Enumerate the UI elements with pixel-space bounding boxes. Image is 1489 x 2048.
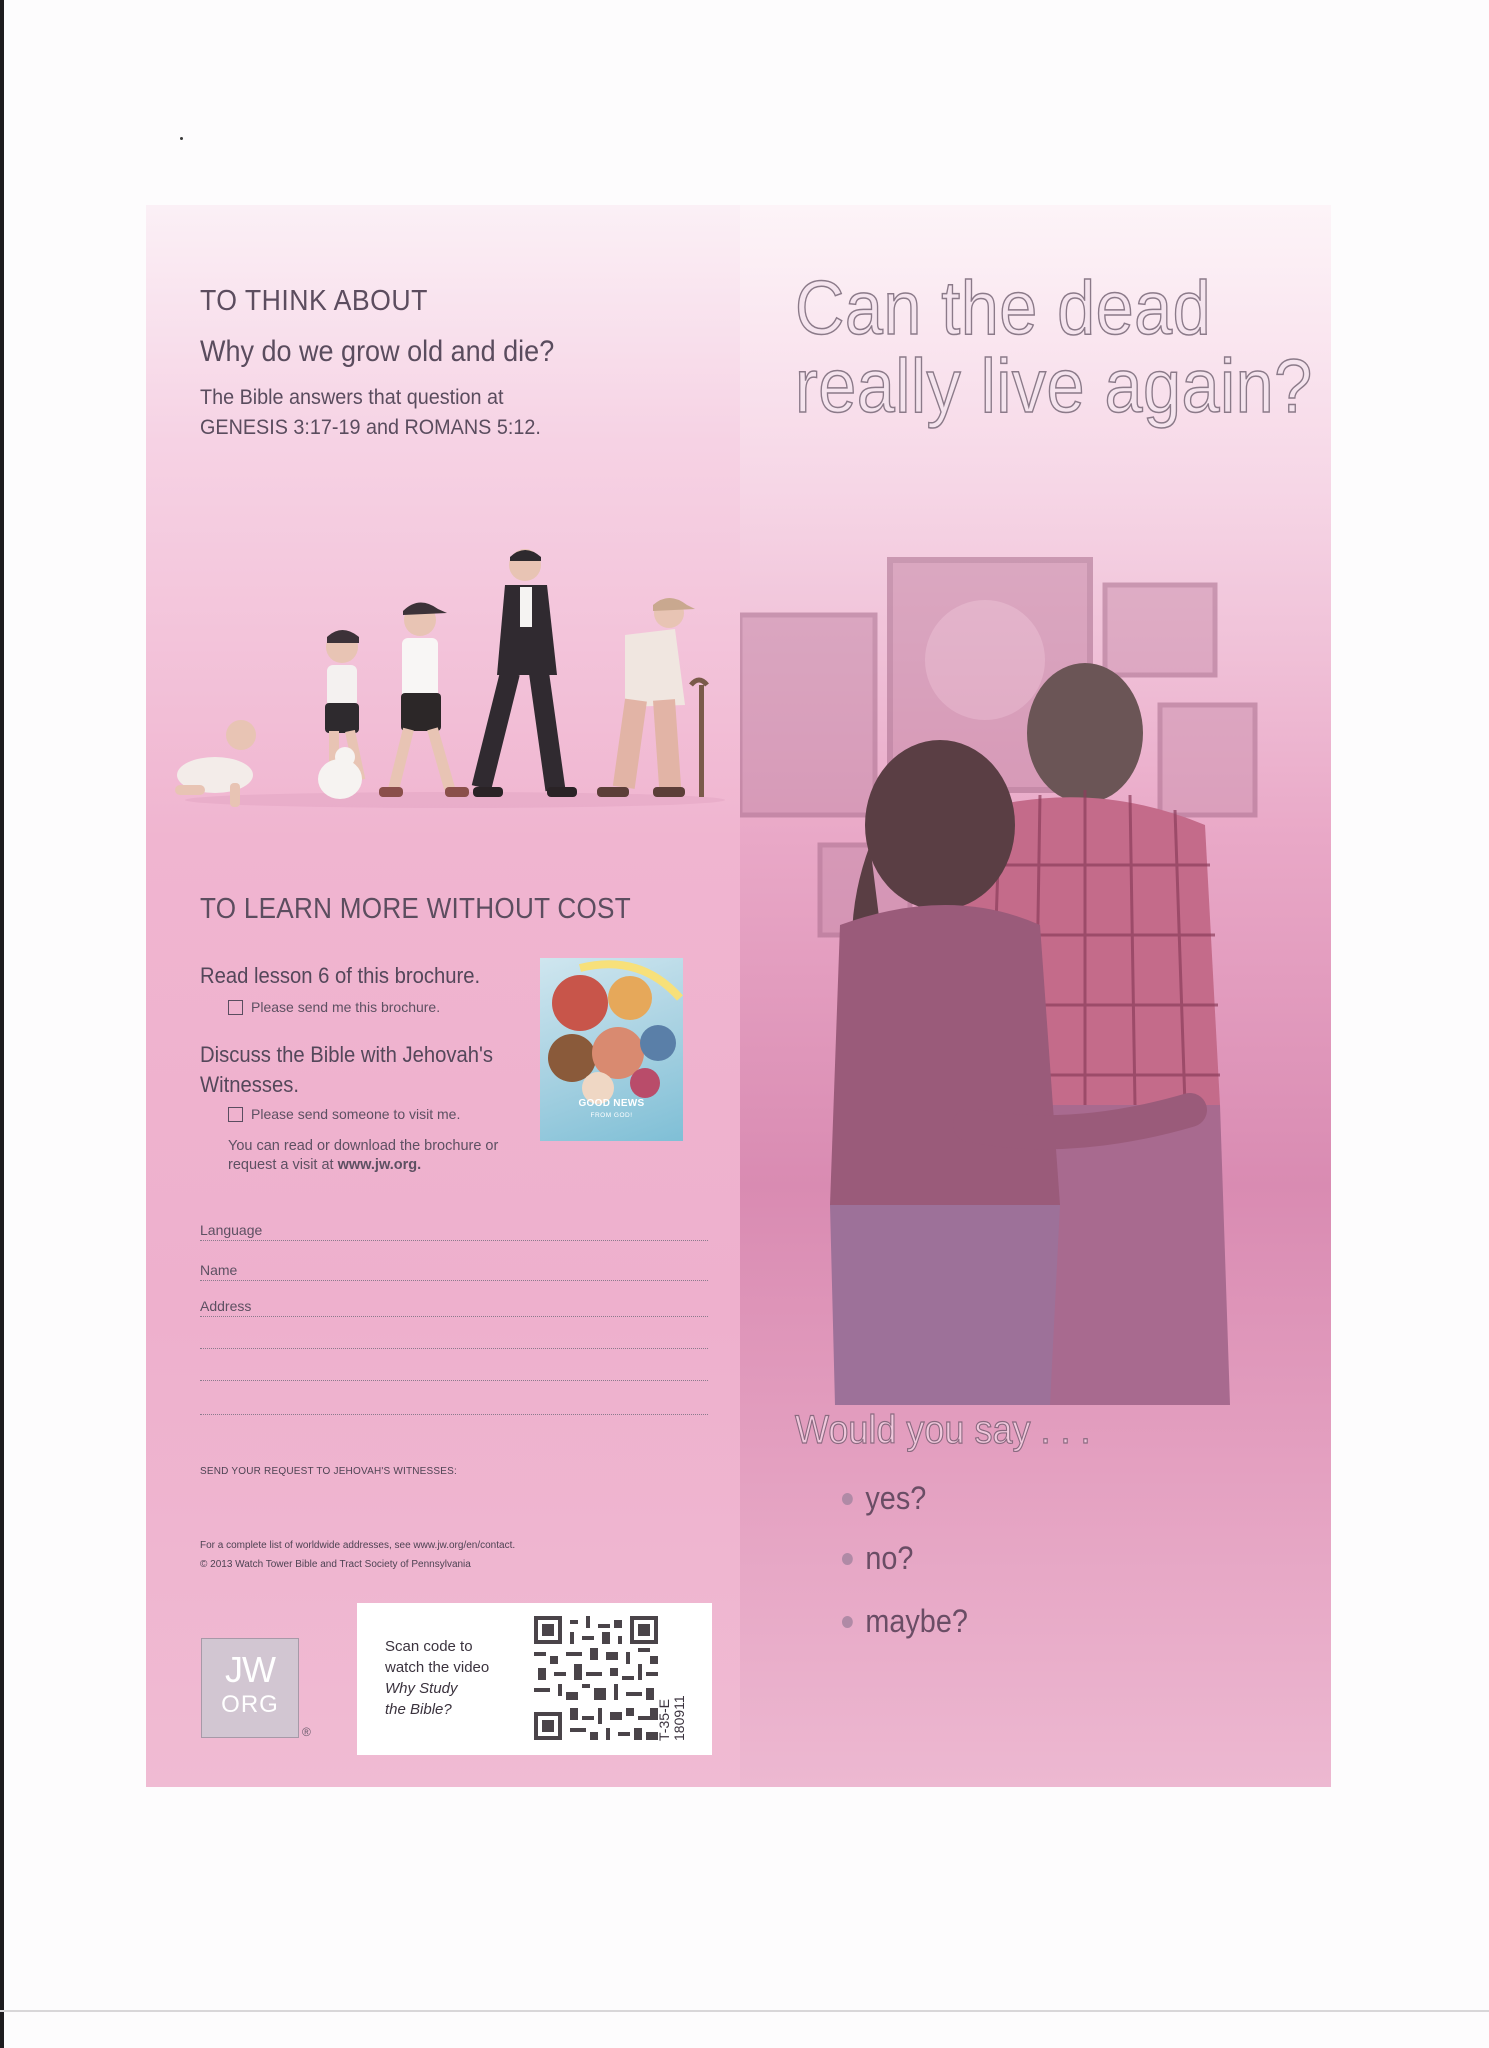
scan-line-1: Scan code to (385, 1638, 473, 1655)
read-note-text: You can read or download the brochure or request a visit at (228, 1138, 499, 1173)
tract-code-line-1: T-35-E (656, 1698, 672, 1741)
discuss-text: Discuss the Bible with Jehovah's Witnesses. (200, 1042, 493, 1097)
bullet-icon (842, 1616, 853, 1628)
scan-edge-bottom (0, 2010, 1489, 2012)
scan-edge (0, 0, 4, 2048)
language-label: Language (200, 1222, 263, 1238)
would-you-say: Would you say . . . (795, 1408, 1091, 1452)
fine-print (200, 1536, 515, 1574)
send-request-label: SEND YOUR REQUEST TO JEHOVAH'S WITNESSES: (200, 1466, 458, 1477)
toddler-figure (318, 630, 365, 799)
address-label: Address (200, 1298, 252, 1314)
video-title: Why Study (385, 1680, 458, 1697)
lesson-text: Read lesson 6 of this brochure. (200, 963, 481, 988)
cover-title (795, 266, 1313, 429)
bullet-icon (842, 1553, 853, 1565)
option-no (842, 1540, 913, 1577)
man-figure (472, 549, 577, 797)
address-line-3[interactable] (200, 1362, 708, 1381)
brochure-title: GOOD NEWS (578, 1098, 645, 1109)
scan-instructions (385, 1636, 489, 1720)
brochure-checkbox-label: Please send me this brochure. (251, 999, 441, 1015)
option-yes (842, 1480, 926, 1517)
option-maybe-label: maybe? (865, 1603, 968, 1639)
tract-cover-panel (740, 205, 1331, 1787)
addresses-note: For a complete list of worldwide addresses, see www.jw.org/en/contact. (200, 1540, 516, 1551)
option-yes-label: yes? (865, 1480, 927, 1516)
jw-org-logo (201, 1638, 299, 1738)
qr-code-icon[interactable] (534, 1616, 658, 1740)
video-title-2: the Bible? (385, 1701, 452, 1718)
learn-more-heading: TO LEARN MORE WITHOUT COST (200, 893, 631, 925)
boy-figure (379, 602, 469, 797)
cover-title-line-1: Can the dead (795, 266, 1212, 351)
brochure-cover-image (540, 958, 683, 1141)
website-link[interactable]: www.jw.org. (337, 1157, 422, 1173)
brochure-request-row[interactable] (228, 999, 440, 1015)
visit-request-row[interactable] (228, 1106, 460, 1122)
address-line-2[interactable] (200, 1330, 708, 1349)
registered-mark: ® (302, 1725, 311, 1739)
address-line-4[interactable] (200, 1396, 708, 1415)
tract-code (657, 1695, 687, 1741)
option-maybe (842, 1603, 968, 1640)
scan-line-2: watch the video (385, 1659, 490, 1676)
language-field[interactable] (200, 1222, 708, 1241)
qr-section (357, 1603, 712, 1755)
think-about-heading: TO THINK ABOUT (200, 285, 428, 317)
baby-figure (175, 720, 256, 807)
scan-speck (180, 137, 183, 140)
copyright: © 2013 Watch Tower Bible and Tract Society of Pennsylvania (200, 1559, 471, 1570)
brochure-subtitle: FROM GOD! (590, 1112, 633, 1119)
bullet-icon (842, 1493, 853, 1505)
elderly-figure (597, 598, 707, 797)
cover-title-line-2: really live again? (795, 344, 1313, 429)
cover-illustration (740, 205, 1331, 1787)
think-answer: The Bible answers that question at GENESIS 3:17-19 and ROMANS 5:12. (200, 385, 541, 439)
tract-code-line-2: 180911 (671, 1695, 687, 1741)
think-question: Why do we grow old and die? (200, 335, 555, 368)
name-field[interactable] (200, 1262, 708, 1281)
brochure-checkbox[interactable] (228, 1000, 243, 1015)
logo-jw-text: JW (225, 1649, 275, 1690)
read-online-note (228, 1137, 528, 1175)
name-label: Name (200, 1262, 238, 1278)
visit-checkbox-label: Please send someone to visit me. (251, 1106, 461, 1122)
logo-org-text: ORG (221, 1691, 279, 1718)
address-field[interactable] (200, 1298, 708, 1317)
visit-checkbox[interactable] (228, 1107, 243, 1122)
aging-illustration (155, 535, 725, 815)
option-no-label: no? (865, 1540, 914, 1576)
